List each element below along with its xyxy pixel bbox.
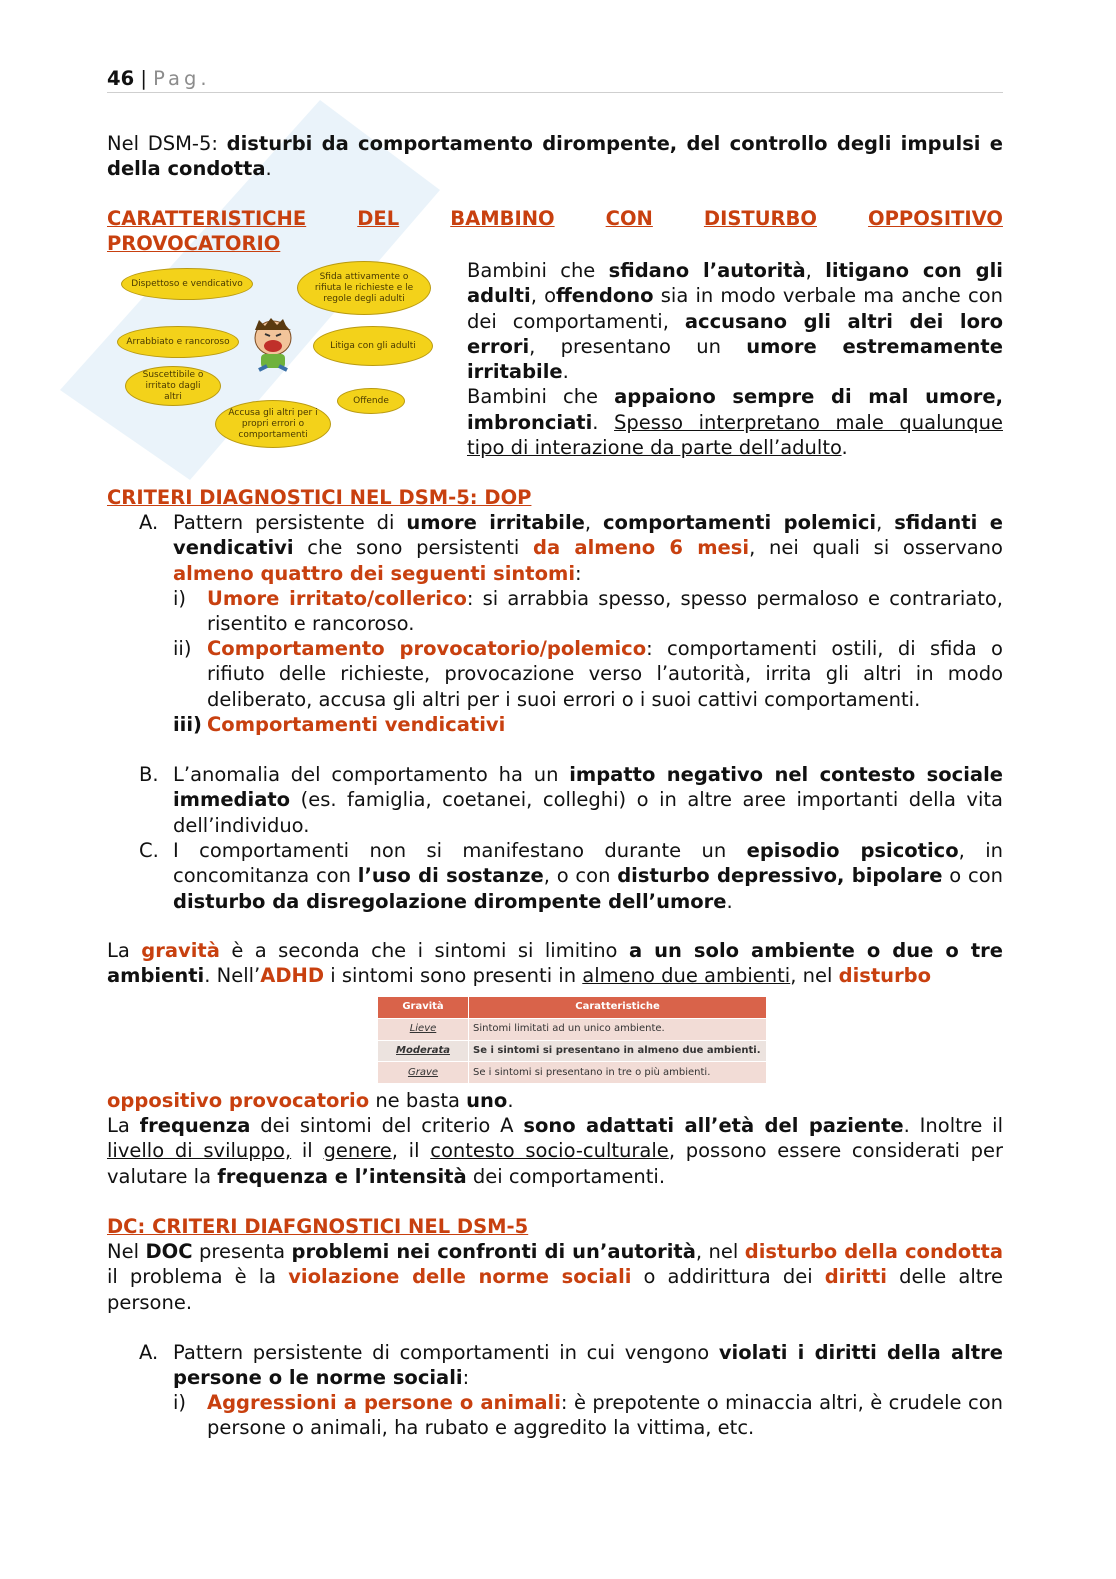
symptom-iii: iii) Comportamenti vendicativi	[173, 713, 506, 736]
dc-criterion-a: A. Pattern persistente di comportamenti in cui vengono violati i diritti della altre persone o le norme sociali:	[139, 1341, 1003, 1390]
bubble-litiga: Litiga con gli adulti	[313, 326, 433, 366]
section1-paragraph-1: Bambini che sfidano l’autorità, litigano con gli adulti, offendono sia in modo verbale ma anche con dei comportamenti, accusano gli altri dei loro errori, presentano un umore estremamente irritabile.	[467, 259, 1003, 384]
section1-heading: CARATTERISTICHE DEL BAMBINO CON DISTURBO OPPOSITIVO PROVOCATORIO	[107, 207, 1003, 256]
severity-col-caratteristiche: Caratteristiche	[469, 997, 767, 1019]
intro-paragraph: Nel DSM-5: disturbi da comportamento dirompente, del controllo degli impulsi e della condotta.	[107, 132, 1003, 181]
severity-col-gravita: Gravità	[378, 997, 469, 1019]
severity-table	[377, 996, 767, 1084]
page-number: 46	[107, 67, 135, 90]
bubble-dispettoso: Dispettoso e vendicativo	[121, 268, 253, 300]
section3-heading: DC: CRITERI DIAFGNOSTICI NEL DSM-5	[107, 1215, 529, 1238]
page-label: Pag.	[153, 67, 211, 90]
severity-paragraph: La gravità è a seconda che i sintomi si limitino a un solo ambiente o due o tre ambienti. Nell’ADHD i sintomi sono presenti in almeno due ambienti, nel disturbo	[107, 939, 1004, 988]
symptom-i: i) Umore irritato/collerico: si arrabbia spesso, spesso permaloso e contrariato, risentito e rancoroso.	[173, 587, 1003, 636]
odd-illustration	[107, 258, 439, 452]
page-header	[107, 66, 1003, 93]
header-separator: |	[140, 67, 147, 90]
criterion-c: C. I comportamenti non si manifestano durante un episodio psicotico, in concomitanza con l’uso di sostanze, o con disturbo depressivo, bipolare o con disturbo da disregolazione dirompente dell’umore.	[139, 839, 1003, 913]
table-row: Moderata Se i sintomi si presentano in almeno due ambienti.	[378, 1040, 767, 1062]
criterion-b: B. L’anomalia del comportamento ha un impatto negativo nel contesto sociale immediato (es. famiglia, coetanei, colleghi) o in altre aree importanti della vita dell’individuo.	[139, 763, 1003, 837]
bubble-arrabbiato: Arrabbiato e rancoroso	[117, 326, 239, 358]
section2-heading: CRITERI DIAGNOSTICI NEL DSM-5: DOP	[107, 486, 532, 509]
frequency-paragraph: La frequenza dei sintomi del criterio A sono adattati all’età del paziente. Inoltre il livello di sviluppo, il genere, il contesto socio-culturale, possono essere considerati per valutare la frequenza e l’intensità dei comportamenti.	[107, 1114, 1004, 1188]
bubble-suscettibile: Suscettibile o irritato dagli altri	[125, 366, 221, 406]
criterion-a: A. Pattern persistente di umore irritabile, comportamenti polemici, sfidanti e vendicativi che sono persistenti da almeno 6 mesi, nei quali si osservano almeno quattro dei seguenti sintomi:	[139, 511, 1003, 585]
section1-text	[467, 258, 1003, 460]
section1-paragraph-2: Bambini che appaiono sempre di mal umore, imbronciati. Spesso interpretano male qualunque tipo di interazione da parte dell’adulto.	[467, 385, 1003, 460]
bubble-accusa: Accusa gli altri per i propri errori o comportamenti	[215, 400, 331, 448]
angry-child-icon	[241, 310, 305, 382]
dc-symptom-i: i) Aggressioni a persone o animali: è prepotente o minaccia altri, è crudele con persone o animali, ha rubato e aggredito la vittima, etc.	[173, 1391, 1004, 1440]
bubble-offende: Offende	[337, 388, 405, 414]
symptom-ii: ii) Comportamento provocatorio/polemico: comportamenti ostili, di sfida o rifiuto delle richieste, provocazione verso l’autorità, irrita gli altri in modo deliberato, accusa gli altri per i suoi errori o i suoi cattivi comportamenti.	[173, 637, 1003, 711]
bubble-sfida: Sfida attivamente o rifiuta le richieste e le regole degli adulti	[297, 261, 431, 315]
table-row: Lieve Sintomi limitati ad un unico ambiente.	[378, 1018, 767, 1040]
section3-paragraph: Nel DOC presenta problemi nei confronti di un’autorità, nel disturbo della condotta il problema è la violazione delle norme sociali o addirittura dei diritti delle altre persone.	[107, 1240, 1003, 1314]
table-row: Grave Se i sintomi si presentano in tre o più ambienti.	[378, 1062, 767, 1084]
severity-continuation: oppositivo provocatorio ne basta uno.	[107, 1089, 514, 1112]
